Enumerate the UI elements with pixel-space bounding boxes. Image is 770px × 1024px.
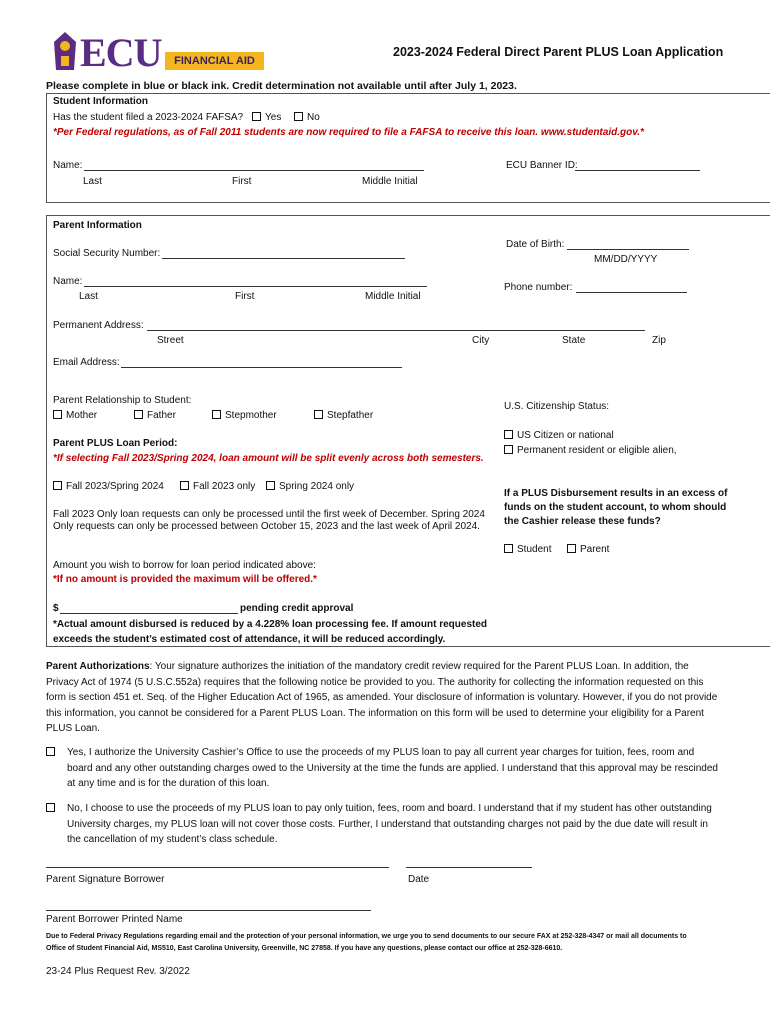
checkbox-icon[interactable] <box>212 410 221 419</box>
authorize-yes-text: Yes, I authorize the University Cashier’s Office to use the proceeds of my PLUS loan to pay all current year charges for tuition, fees, room and board and any other outstanding charges owed to the University at the time the funds are applied. I understand that this approval may be rescinded at any time and is for the duration of this loan. <box>67 747 718 789</box>
student-name-label: Name: <box>53 160 83 171</box>
relationship-stepfather[interactable]: Stepfather <box>314 410 373 421</box>
privacy-notice: Due to Federal Privacy Regulations regarding email and the protection of your personal information, we urge you to send documents to our secure FAX at 252-328-4347 or mail all documents to Office of Student Financial Aid, MS510, East Carolina University, Greenville, NC 27858. If you have any questions, please contact our office at 252-328-6610. <box>46 933 687 952</box>
disbursement-question: If a PLUS Disbursement results in an excess of funds on the student account, to whom should the Cashier release these funds? <box>504 488 728 527</box>
signature-field[interactable] <box>46 867 389 868</box>
logo-subtitle: FINANCIAL AID <box>165 52 264 70</box>
pending-credit-label: pending credit approval <box>240 603 354 614</box>
state-label: State <box>562 335 586 346</box>
period-fall-only[interactable]: Fall 2023 only <box>180 481 255 492</box>
fafsa-no-option[interactable]: No <box>294 112 320 123</box>
date-label: Date <box>408 874 430 885</box>
authorize-no-checkbox[interactable] <box>46 803 59 814</box>
authorizations-text: Parent Authorizations: Your signature authorizes the initiation of the mandatory credit review required for the Parent PLUS Loan. In addition, the Privacy Act of 1974 (5 U.S.C.552a) requires that the following notice be provided to you. The authority for collecting the information requested on this form is section 451 et. Seq. of the Higher Education Act of 1965, as amended. Your disclosure of information is voluntary. However, if you do not provide this information, you cannot be considered for a Parent PLUS Loan. The information on this form will be used to determine your eligibility for a Parent PLUS Loan. <box>46 661 718 734</box>
checkbox-icon[interactable] <box>294 112 303 121</box>
dob-field[interactable] <box>567 249 689 250</box>
logo-text: ECU <box>80 30 162 75</box>
pirate-flag-icon <box>50 30 80 74</box>
checkbox-icon[interactable] <box>53 481 62 490</box>
citizenship-permanent[interactable]: Permanent resident or eligible alien, <box>504 445 677 456</box>
loan-period-note: *If selecting Fall 2023/Spring 2024, loan amount will be split evenly across both semesters. <box>53 453 484 464</box>
dollar-sign: $ <box>53 603 59 614</box>
dob-format: MM/DD/YYYY <box>594 254 658 265</box>
checkbox-icon[interactable] <box>567 544 576 553</box>
amount-field[interactable] <box>60 613 238 614</box>
parent-middle-label: Middle Initial <box>365 291 421 302</box>
banner-id-field[interactable] <box>575 170 700 171</box>
revision-label: 23-24 Plus Request Rev. 3/2022 <box>46 966 190 977</box>
student-first-label: First <box>232 176 252 187</box>
relationship-stepmother[interactable]: Stepmother <box>212 410 277 421</box>
address-field[interactable] <box>147 330 645 331</box>
checkbox-icon[interactable] <box>314 410 323 419</box>
ssn-label: Social Security Number: <box>53 248 161 259</box>
parent-name-field[interactable] <box>84 286 427 287</box>
checkbox-icon[interactable] <box>252 112 261 121</box>
processing-note: Fall 2023 Only loan requests can only be processed until the first week of December. Spring 2024 Only requests can only be processed between October 15, 2023 and the last week of April 2024. <box>53 509 485 532</box>
checkbox-icon[interactable] <box>504 544 513 553</box>
phone-field[interactable] <box>576 292 687 293</box>
student-section-title: Student Information <box>53 96 148 107</box>
loan-period-label: Parent PLUS Loan Period: <box>53 438 178 449</box>
printed-name-field[interactable] <box>46 910 371 911</box>
checkbox-icon[interactable] <box>53 410 62 419</box>
dob-label: Date of Birth: <box>506 239 565 250</box>
student-last-label: Last <box>83 176 102 187</box>
email-label: Email Address: <box>53 357 120 368</box>
fafsa-question: Has the student filed a 2023-2024 FAFSA? <box>53 112 244 123</box>
parent-name-label: Name: <box>53 276 83 287</box>
relationship-label: Parent Relationship to Student: <box>53 395 192 406</box>
zip-label: Zip <box>652 335 666 346</box>
citizenship-us[interactable]: US Citizen or national <box>504 430 614 441</box>
address-label: Permanent Address: <box>53 320 144 331</box>
signature-label: Parent Signature Borrower <box>46 874 165 885</box>
student-middle-label: Middle Initial <box>362 176 418 187</box>
authorize-no-text: No, I choose to use the proceeds of my PLUS loan to pay only tuition, fees, room and board. I understand that if my student has other outstanding University charges, my PLUS loan will not cover those costs. Further, I understand that outstanding charges not paid by the due date will result in the cancellation of my student’s class schedule. <box>67 803 712 845</box>
parent-last-label: Last <box>79 291 98 302</box>
fee-note: *Actual amount disbursed is reduced by a 4.228% loan processing fee. If amount requested exceeds the student’s estimated cost of attendance, it will be reduced accordingly. <box>53 619 488 645</box>
checkbox-icon[interactable] <box>266 481 275 490</box>
ssn-field[interactable] <box>162 258 405 259</box>
release-student[interactable]: Student <box>504 544 551 555</box>
fafsa-yes-option[interactable]: Yes <box>252 112 281 123</box>
printed-name-label: Parent Borrower Printed Name <box>46 914 183 925</box>
relationship-father[interactable]: Father <box>134 410 176 421</box>
city-label: City <box>472 335 490 346</box>
street-label: Street <box>157 335 184 346</box>
form-title: 2023-2024 Federal Direct Parent PLUS Loan Application <box>393 45 724 59</box>
period-fall-spring[interactable]: Fall 2023/Spring 2024 <box>53 481 164 492</box>
release-parent[interactable]: Parent <box>567 544 609 555</box>
relationship-mother[interactable]: Mother <box>53 410 97 421</box>
checkbox-icon[interactable] <box>180 481 189 490</box>
fafsa-note: *Per Federal regulations, as of Fall 2011 students are now required to file a FAFSA to receive this loan. www.studentaid.gov.* <box>53 127 644 138</box>
date-field[interactable] <box>406 867 532 868</box>
checkbox-icon[interactable] <box>46 747 55 756</box>
parent-section-title: Parent Information <box>53 220 142 231</box>
banner-id-label: ECU Banner ID: <box>506 160 578 171</box>
student-name-field[interactable] <box>84 170 424 171</box>
period-spring-only[interactable]: Spring 2024 only <box>266 481 354 492</box>
checkbox-icon[interactable] <box>134 410 143 419</box>
checkbox-icon[interactable] <box>504 430 513 439</box>
checkbox-icon[interactable] <box>504 445 513 454</box>
citizenship-label: U.S. Citizenship Status: <box>504 401 610 412</box>
parent-first-label: First <box>235 291 255 302</box>
authorize-yes-checkbox[interactable] <box>46 747 59 758</box>
email-field[interactable] <box>121 367 402 368</box>
checkbox-icon[interactable] <box>46 803 55 812</box>
instructions: Please complete in blue or black ink. Credit determination not available until after July 1, 2023. <box>46 80 517 92</box>
phone-label: Phone number: <box>504 282 573 293</box>
amount-note: *If no amount is provided the maximum will be offered.* <box>53 574 317 585</box>
amount-label: Amount you wish to borrow for loan period indicated above: <box>53 560 316 571</box>
